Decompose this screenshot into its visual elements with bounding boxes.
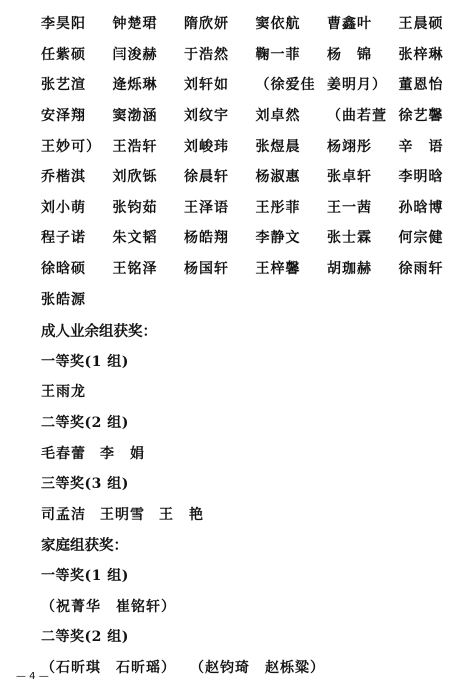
winner-name: 孙晗博 (398, 199, 444, 216)
winner-name: 张艺渲 (41, 77, 86, 94)
name-row (41, 69, 451, 100)
winner-name: 刘纹宇 (184, 108, 229, 125)
award-names-line (41, 652, 451, 683)
winner-name: （曲若萱 (327, 108, 387, 125)
group-heading: 家庭组获奖： (41, 536, 128, 554)
winner-name: 于浩然 (184, 46, 229, 63)
winner-name: 安泽翔 (41, 108, 86, 125)
winner-name: 张钧茹 (112, 199, 158, 216)
award-names-line (41, 376, 451, 407)
winner-name: 王泽语 (184, 199, 229, 216)
winner-name: 钟楚珺 (112, 16, 158, 33)
award-sections (41, 315, 451, 682)
winner-name: 王妙可） (41, 138, 101, 155)
winner-name: 司孟洁 (41, 506, 86, 523)
winner-name: 刘轩如 (184, 77, 229, 94)
winner-name: 刘卓然 (255, 108, 301, 125)
winner-name: 张皓源 (41, 291, 86, 308)
name-row (41, 8, 451, 39)
winner-name: 杨国轩 (184, 261, 229, 278)
winner-name: 王一茜 (327, 199, 372, 216)
winner-name: 隋欣妍 (184, 16, 229, 33)
award-names-line (41, 499, 451, 530)
award-level: 一等奖(1 组) (41, 568, 129, 585)
winner-name: （石昕琪 石昕瑶） (41, 659, 176, 676)
winner-name: 李 娟 (100, 445, 145, 462)
winner-name: 李明晗 (398, 169, 444, 186)
winner-name: 刘欣铄 (112, 169, 158, 186)
winner-name: 徐艺馨 (398, 108, 444, 125)
winner-name: 王明雪 (100, 506, 145, 523)
winner-name: 毛春蕾 (41, 445, 86, 462)
winner-name: 王梓馨 (255, 261, 301, 278)
name-row (41, 253, 451, 284)
winner-name: 刘峻玮 (184, 138, 229, 155)
winner-name: 徐雨轩 (398, 261, 444, 278)
winner-name: 刘小萌 (41, 199, 86, 216)
winner-name: 张卓轩 (327, 169, 372, 186)
name-row (41, 161, 451, 192)
award-level: 二等奖(2 组) (41, 629, 129, 646)
winner-name: 王彤菲 (255, 199, 301, 216)
winner-name: 杨淑惠 (255, 169, 301, 186)
winner-name: 任紫硕 (41, 46, 86, 63)
winner-name: （赵钧琦 赵栎粱） (190, 659, 325, 676)
winner-name: 王 艳 (159, 506, 204, 523)
page-number: — 4 — (16, 671, 49, 682)
winner-name: 杨皓翔 (184, 230, 229, 247)
winner-name: 曹鑫叶 (327, 16, 372, 33)
winner-name: 王浩轩 (112, 138, 158, 155)
winner-name: 杨 锦 (327, 46, 372, 63)
award-level: 一等奖(1 组) (41, 353, 129, 370)
award-level: 三等奖(3 组) (41, 476, 129, 493)
winner-name: 张煜晨 (255, 138, 301, 155)
winner-name: 闫浚赫 (112, 46, 158, 63)
winner-name: 鞠一菲 (255, 46, 301, 63)
group-heading: 成人业余组获奖： (41, 322, 157, 340)
winner-name: 王铭泽 (112, 261, 158, 278)
winner-name: 杨翊彤 (327, 138, 372, 155)
winner-name: 朱文韬 (112, 230, 158, 247)
winner-name: 李静文 (255, 230, 301, 247)
winner-name: （祝菁华 崔铭轩） (41, 598, 176, 615)
name-row (41, 39, 451, 70)
award-names-line (41, 590, 451, 621)
winner-name: 王雨龙 (41, 384, 86, 401)
winner-name: 逄烁琳 (112, 77, 158, 94)
winner-name: 徐晨轩 (184, 169, 229, 186)
winner-name: 徐晗硕 (41, 261, 86, 278)
name-row (41, 283, 451, 314)
winner-name-grid (41, 8, 451, 314)
winner-name: 窦依航 (255, 16, 301, 33)
award-names-line (41, 437, 451, 468)
name-row (41, 192, 451, 223)
winner-name: 张士霖 (327, 230, 372, 247)
award-level: 二等奖(2 组) (41, 415, 129, 432)
name-row (41, 100, 451, 131)
winner-name: 辛 语 (398, 138, 444, 155)
winner-name: 董恩怡 (398, 77, 444, 94)
winner-name: 姜明月） (327, 77, 387, 94)
winner-name: 张梓琳 (398, 46, 444, 63)
winner-name: 王晨硕 (398, 16, 444, 33)
winner-name: 胡珈赫 (327, 261, 372, 278)
winner-name: 窦渤涵 (112, 108, 158, 125)
winner-name: 程子诺 (41, 230, 86, 247)
winner-name: （徐爱佳 (255, 77, 316, 94)
name-row (41, 222, 451, 253)
winner-name: 何宗健 (398, 230, 444, 247)
name-row (41, 130, 451, 161)
winner-name: 李昊阳 (41, 16, 86, 33)
winner-name: 乔楷淇 (41, 169, 86, 186)
